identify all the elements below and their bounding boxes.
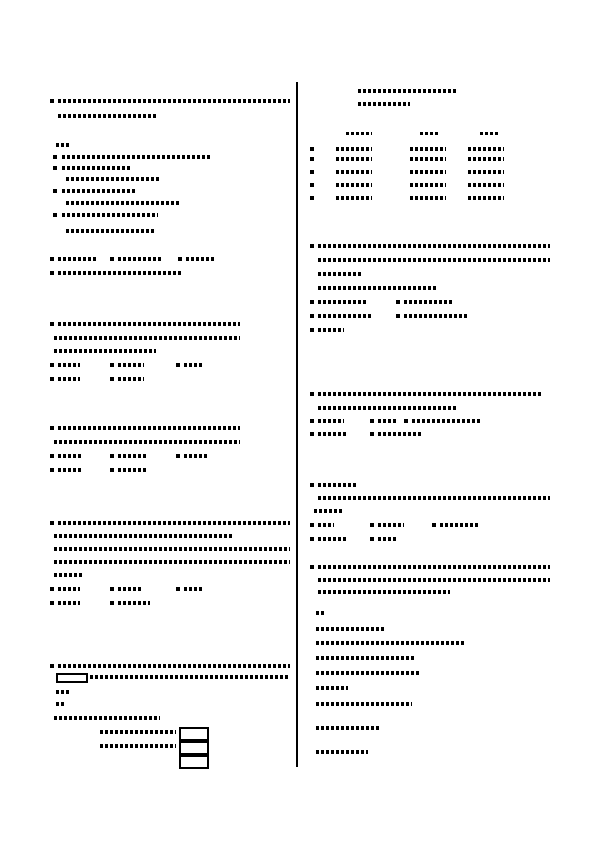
answer-box — [56, 673, 88, 683]
diagram-box-2 — [179, 741, 209, 755]
diagram-box-3 — [179, 755, 209, 769]
diagram-box-1 — [179, 727, 209, 741]
column-divider — [296, 82, 298, 767]
